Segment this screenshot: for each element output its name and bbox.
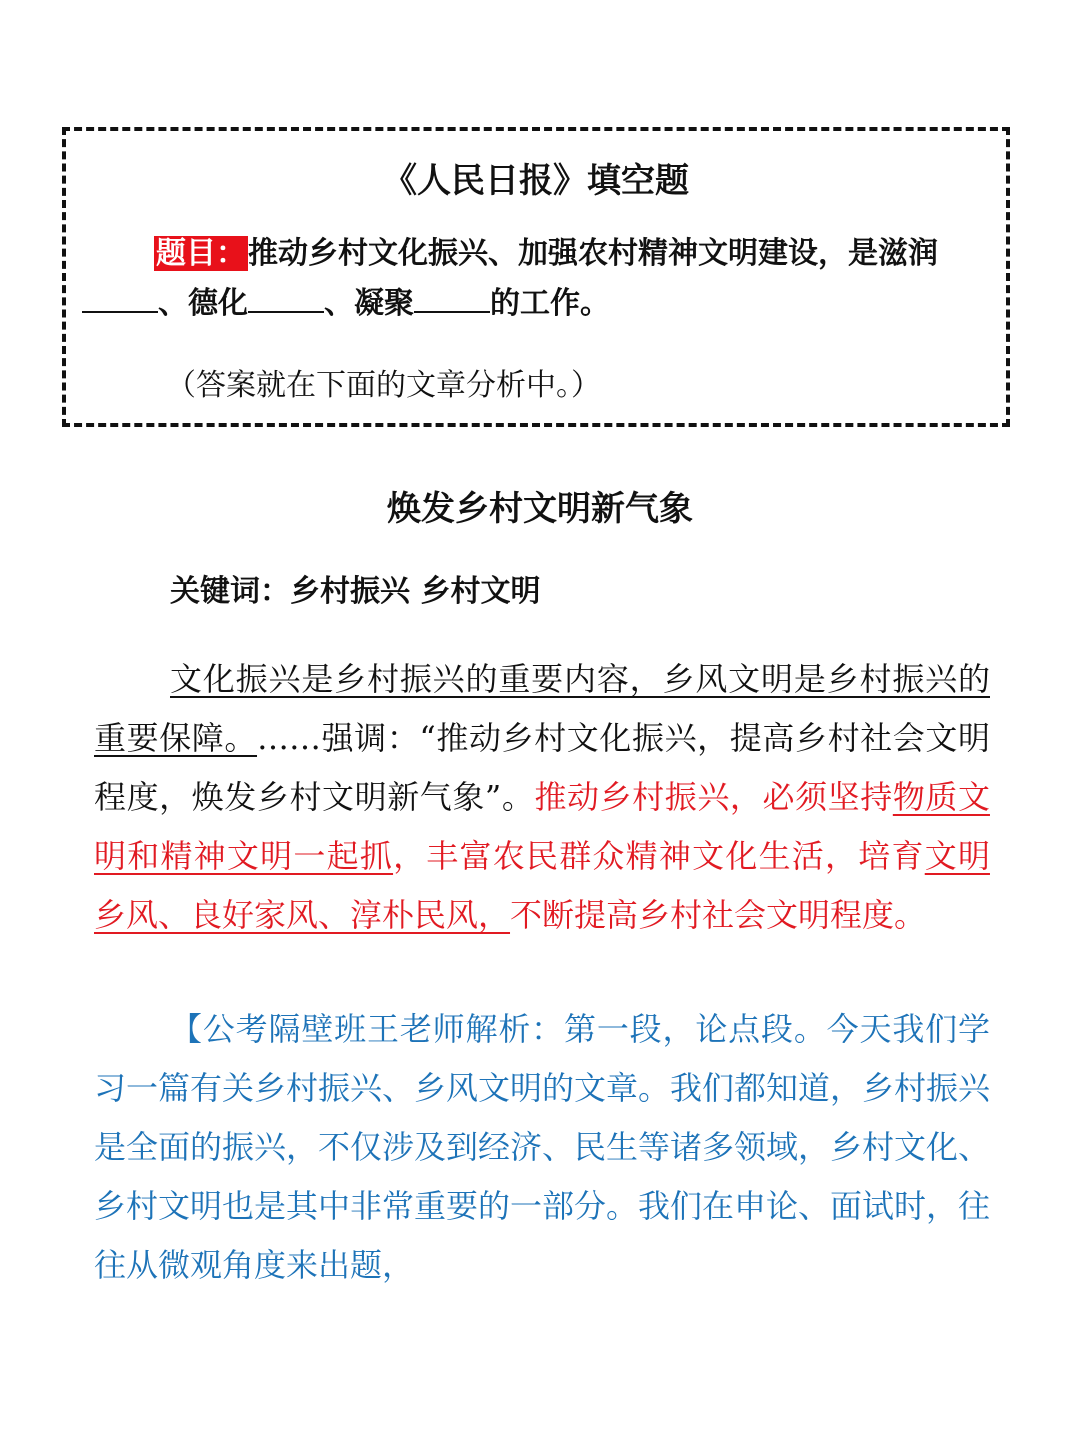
- paragraph-2-analysis: 【公考隔壁班王老师解析：第一段，论点段。今天我们学习一篇有关乡村振兴、乡风文明的文章。我们都知道，乡村振兴是全面的振兴，不仅涉及到经济、民生等诸多领域，乡村文化、乡村文明也是其中非常重要的一部分。我们在申论、面试时，往往从微观角度来出题，: [94, 1010, 991, 1284]
- question-sep-2: 、凝聚: [324, 286, 414, 321]
- p1-red-c: 不断提高乡村社会文明程度。: [510, 896, 927, 934]
- p1-normal: ……强调：“推动乡村文化振兴，提高乡村社会文明程度，焕发乡村文明新气象”。: [94, 719, 990, 816]
- p1-red-a: 推动乡村振兴，必须坚持: [534, 778, 893, 816]
- article-keywords: 关键词：乡村振兴 乡村文明: [170, 574, 541, 609]
- question-label: 题目：: [156, 236, 246, 271]
- quiz-question: [82, 229, 1002, 329]
- p1-red-underlined-1: 物质文明和精神文明一起抓: [94, 778, 990, 875]
- p1-underlined-intro: 文化振兴是乡村振兴的重要内容，乡风文明是乡村振兴的重要保障。: [94, 660, 990, 757]
- paragraph-1: [94, 650, 990, 945]
- p1-red-underlined-2: 文明乡风、良好家风、淳朴民风，: [94, 837, 990, 934]
- article-title: 焕发乡村文明新气象: [387, 489, 693, 529]
- blank-2: [248, 281, 324, 313]
- blank-3: [414, 281, 490, 313]
- question-sep-1: 、德化: [158, 286, 248, 321]
- quiz-hint: （答案就在下面的文章分析中。）: [166, 368, 601, 403]
- p1-red-b: ，丰富农民群众精神文化生活，培育: [393, 837, 925, 875]
- question-end: 的工作。: [490, 286, 610, 321]
- question-text-part1: 推动乡村文化振兴、加强农村精神文明建设，是滋润: [248, 236, 938, 271]
- blank-1: [82, 281, 158, 313]
- quiz-title: 《人民日报》填空题: [383, 161, 689, 201]
- quiz-box: [62, 127, 1010, 427]
